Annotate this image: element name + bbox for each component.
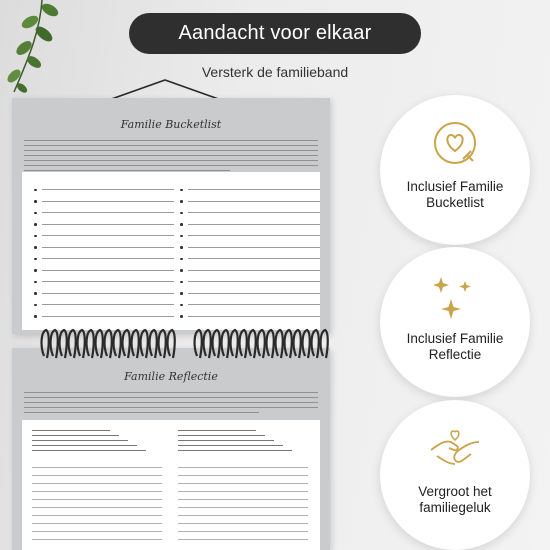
binding-ring [60, 330, 67, 358]
heart-note-icon [427, 115, 483, 171]
binding-ring [285, 330, 292, 358]
reflectie-writing-line [32, 492, 162, 500]
bucketlist-column-right [180, 184, 320, 322]
reflectie-writing-line [178, 484, 308, 492]
binding-ring [231, 330, 238, 358]
binding-ring [96, 330, 103, 358]
binding-ring [78, 330, 85, 358]
binding-ring [276, 330, 283, 358]
reflectie-writing-line [178, 516, 308, 524]
spiral-binding [40, 326, 336, 362]
page-title: Aandacht voor elkaar [178, 22, 372, 44]
bucketlist-line [180, 288, 320, 300]
bucketlist-line [34, 299, 174, 311]
binding-ring [150, 330, 157, 358]
binding-ring [114, 330, 121, 358]
page-subtitle: Versterk de familieband [201, 64, 349, 80]
bucketlist-sheet [22, 172, 320, 330]
bucketlist-line [180, 230, 320, 242]
reflectie-writing-line [32, 484, 162, 492]
binding-ring [141, 330, 148, 358]
reflectie-writing-line [178, 492, 308, 500]
feature-label-bucketlist: Inclusief Familie Bucketlist [406, 179, 504, 210]
bucketlist-page-title: Familie Bucketlist [120, 118, 222, 131]
reflectie-questions-left [32, 428, 162, 453]
reflectie-writing-line [178, 476, 308, 484]
bucketlist-line [34, 288, 174, 300]
binding-ring [132, 330, 139, 358]
reflectie-writing-right [178, 460, 308, 540]
reflectie-writing-line [32, 532, 162, 540]
binding-ring [51, 330, 58, 358]
bucketlist-line [34, 219, 174, 231]
bucketlist-line [34, 242, 174, 254]
reflectie-intro-text [24, 392, 318, 417]
binding-ring [249, 330, 256, 358]
binding-ring [195, 330, 202, 358]
reflectie-writing-line [178, 524, 308, 532]
bucketlist-line [180, 184, 320, 196]
holding-hands-icon [427, 420, 483, 476]
bucketlist-line [180, 265, 320, 277]
reflectie-writing-line [32, 468, 162, 476]
bucketlist-line [34, 276, 174, 288]
sparkles-icon [427, 267, 483, 323]
reflectie-writing-line [178, 460, 308, 468]
bucketlist-line [34, 311, 174, 323]
feature-label-familiegeluk: Vergroot het familiegeluk [418, 484, 492, 515]
feature-label-reflectie: Inclusief Familie Reflectie [406, 331, 504, 362]
binding-ring [240, 330, 247, 358]
bucketlist-intro-text [24, 140, 318, 175]
binding-ring [321, 330, 328, 358]
reflectie-question [178, 448, 308, 453]
binding-ring [294, 330, 301, 358]
reflectie-sheet [22, 420, 320, 550]
binding-ring [204, 330, 211, 358]
bucketlist-line [180, 219, 320, 231]
binding-ring [267, 330, 274, 358]
binding-ring [87, 330, 94, 358]
bucketlist-column-left [34, 184, 174, 322]
binding-ring [123, 330, 130, 358]
binding-ring [258, 330, 265, 358]
bucketlist-line [180, 276, 320, 288]
reflectie-page-title: Familie Reflectie [124, 370, 218, 383]
reflectie-writing-line [32, 524, 162, 532]
reflectie-questions-right [178, 428, 308, 453]
reflectie-writing-line [178, 500, 308, 508]
title-pill [129, 13, 421, 54]
binding-ring [213, 330, 220, 358]
binding-ring [312, 330, 319, 358]
bucketlist-line [180, 207, 320, 219]
reflectie-writing-line [32, 500, 162, 508]
bucketlist-line [34, 184, 174, 196]
reflectie-writing-line [178, 468, 308, 476]
feature-badge-familiegeluk [380, 400, 530, 550]
reflectie-writing-left [32, 460, 162, 540]
reflectie-writing-line [32, 460, 162, 468]
reflectie-writing-line [32, 476, 162, 484]
calendar-product [12, 98, 330, 550]
bucketlist-line [180, 311, 320, 323]
bucketlist-line [180, 242, 320, 254]
binding-ring [42, 330, 49, 358]
binding-ring [159, 330, 166, 358]
bucketlist-line [180, 196, 320, 208]
bucketlist-line [34, 265, 174, 277]
binding-ring [222, 330, 229, 358]
feature-badge-reflectie [380, 247, 530, 397]
binding-ring [303, 330, 310, 358]
bucketlist-line [180, 299, 320, 311]
reflectie-question [32, 448, 162, 453]
bucketlist-line [34, 230, 174, 242]
bucketlist-line [34, 207, 174, 219]
reflectie-writing-line [32, 508, 162, 516]
feature-badge-bucketlist [380, 95, 530, 245]
binding-ring [69, 330, 76, 358]
bucketlist-page [12, 98, 330, 334]
reflectie-writing-line [32, 516, 162, 524]
reflectie-page [12, 348, 330, 550]
bucketlist-line [34, 196, 174, 208]
bucketlist-line [34, 253, 174, 265]
binding-ring [105, 330, 112, 358]
reflectie-writing-line [178, 532, 308, 540]
reflectie-writing-line [178, 508, 308, 516]
binding-ring [168, 330, 175, 358]
bucketlist-line [180, 253, 320, 265]
